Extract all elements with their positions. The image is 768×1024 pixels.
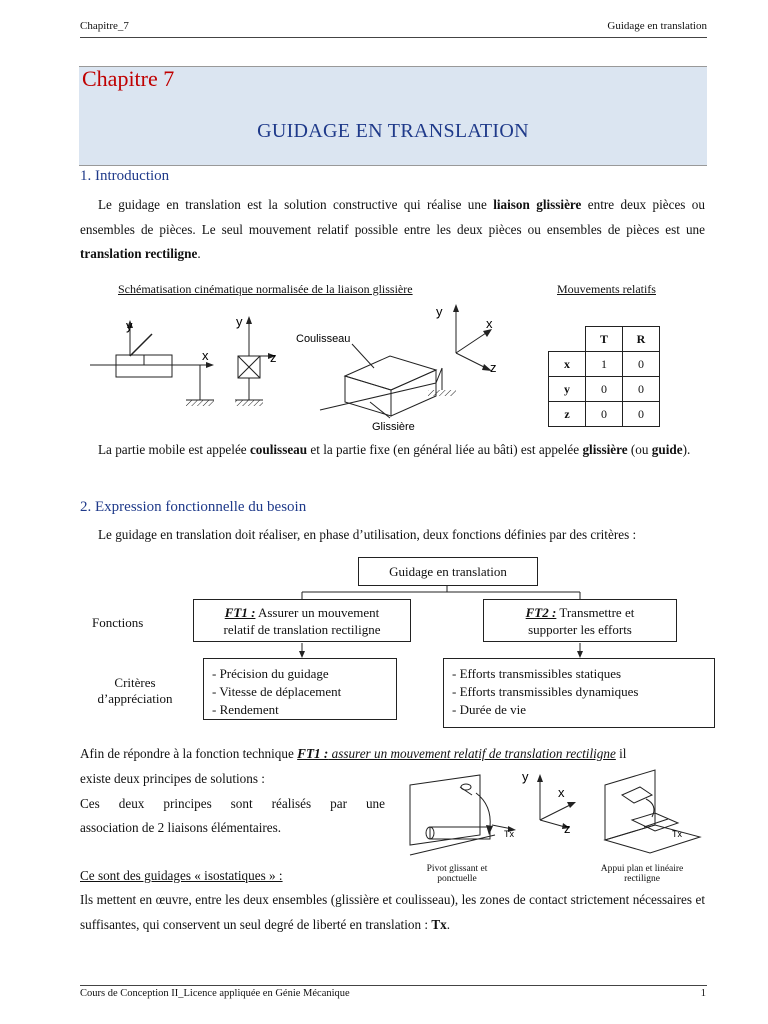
svg-text:z: z	[564, 821, 571, 836]
table-row: z 0 0	[549, 402, 660, 427]
label-fonctions: Fonctions	[92, 615, 144, 630]
page-number: 1	[700, 988, 706, 999]
ft2-box: FT2 : Transmettre et supporter les efforts	[483, 599, 677, 642]
ft1-box: FT1 : Assurer un mouvement relatif de translation rectiligne	[193, 599, 411, 642]
section-1-title: 1. Introduction	[80, 168, 170, 184]
fig1-caption-left: Schématisation cinématique normalisée de la liaison glissière	[118, 282, 413, 296]
fig2-caption-1: Pivot glissant et ponctuelle	[426, 864, 488, 884]
ft1-paragraph-line1: Afin de répondre à la fonction technique FT1 : assurer un mouvement relatif de translation rectiligne il	[80, 746, 627, 761]
criteria-ft2-box	[443, 658, 715, 728]
svg-text:Tx: Tx	[504, 829, 514, 839]
svg-text:y: y	[236, 314, 243, 329]
header-right: Guidage en translation	[607, 20, 707, 32]
label-glissiere: Glissière	[372, 421, 415, 433]
table-row: x 1 0	[549, 352, 660, 377]
section-2-paragraph: Le guidage en translation doit réaliser, en phase d’utilisation, deux fonctions définies par des critères :	[98, 527, 637, 542]
svg-text:z: z	[490, 360, 497, 375]
list-item: - Efforts transmissibles dynamiques	[452, 684, 639, 699]
list-item: - Vitesse de déplacement	[212, 684, 342, 699]
chapter-label: Chapitre 7	[82, 66, 175, 91]
section-2-title: 2. Expression fonctionnelle du besoin	[80, 499, 307, 515]
criteria-ft1-box	[203, 658, 397, 720]
label-coulisseau: Coulisseau	[296, 333, 351, 345]
diagram-top-box: Guidage en translation	[358, 557, 538, 586]
footer-left: Cours de Conception II_Licence appliquée en Génie Mécanique	[80, 988, 350, 999]
header-left: Chapitre_7	[80, 20, 129, 32]
ft1-paragraph-line2: existe deux principes de solutions :	[80, 771, 265, 786]
svg-text:Tx: Tx	[672, 829, 682, 839]
isostatic-paragraph: Ils mettent en œuvre, entre les deux ensembles (glissière et coulisseau), les zones de contact strictement nécessaires et suffisantes, qui conservent un seul degré de liberté en translation : Tx.	[80, 892, 705, 932]
svg-text:y: y	[436, 304, 443, 319]
list-item: - Durée de vie	[452, 702, 526, 717]
coulisseau-paragraph: La partie mobile est appelée coulisseau et la partie fixe (en général liée au bâti) est appelée glissière (ou guide).	[98, 442, 691, 457]
svg-text:z: z	[270, 350, 277, 365]
col-header-t: T	[586, 327, 623, 352]
svg-text:y: y	[522, 769, 529, 784]
isostatic-title: Ce sont des guidages « isostatiques » :	[80, 868, 283, 883]
table-row: y 0 0	[549, 377, 660, 402]
footer-rule	[80, 985, 707, 986]
svg-text:x: x	[558, 785, 565, 800]
ft1-paragraph-line4: association de 2 liaisons élémentaires.	[80, 820, 282, 835]
svg-text:x: x	[202, 348, 209, 363]
page-title: GUIDAGE EN TRANSLATION	[257, 120, 529, 142]
col-header-r: R	[623, 327, 660, 352]
solution-principles-diagram	[400, 765, 710, 865]
fig2-caption-2: Appui plan et linéaire rectiligne	[600, 864, 684, 884]
list-item: - Efforts transmissibles statiques	[452, 666, 622, 681]
svg-text:x: x	[486, 316, 493, 331]
ft1-paragraph-line3: Ces deux principes sont réalisés par une	[80, 796, 385, 811]
label-criteres: Critères d’appréciation	[97, 675, 173, 706]
axis-y-label: y	[126, 318, 133, 333]
list-item: - Précision du guidage	[212, 666, 329, 681]
section-1-paragraph: Le guidage en translation est la solution constructive qui réalise une liaison glissière entre deux pièces ou ensembles de pièces. Le seul mouvement relatif possible entre les deux pièces ou ensembles de pièces est une translation rectiligne.	[80, 197, 705, 261]
list-item: - Rendement	[212, 702, 279, 717]
fig1-caption-right: Mouvements relatifs	[557, 282, 656, 296]
